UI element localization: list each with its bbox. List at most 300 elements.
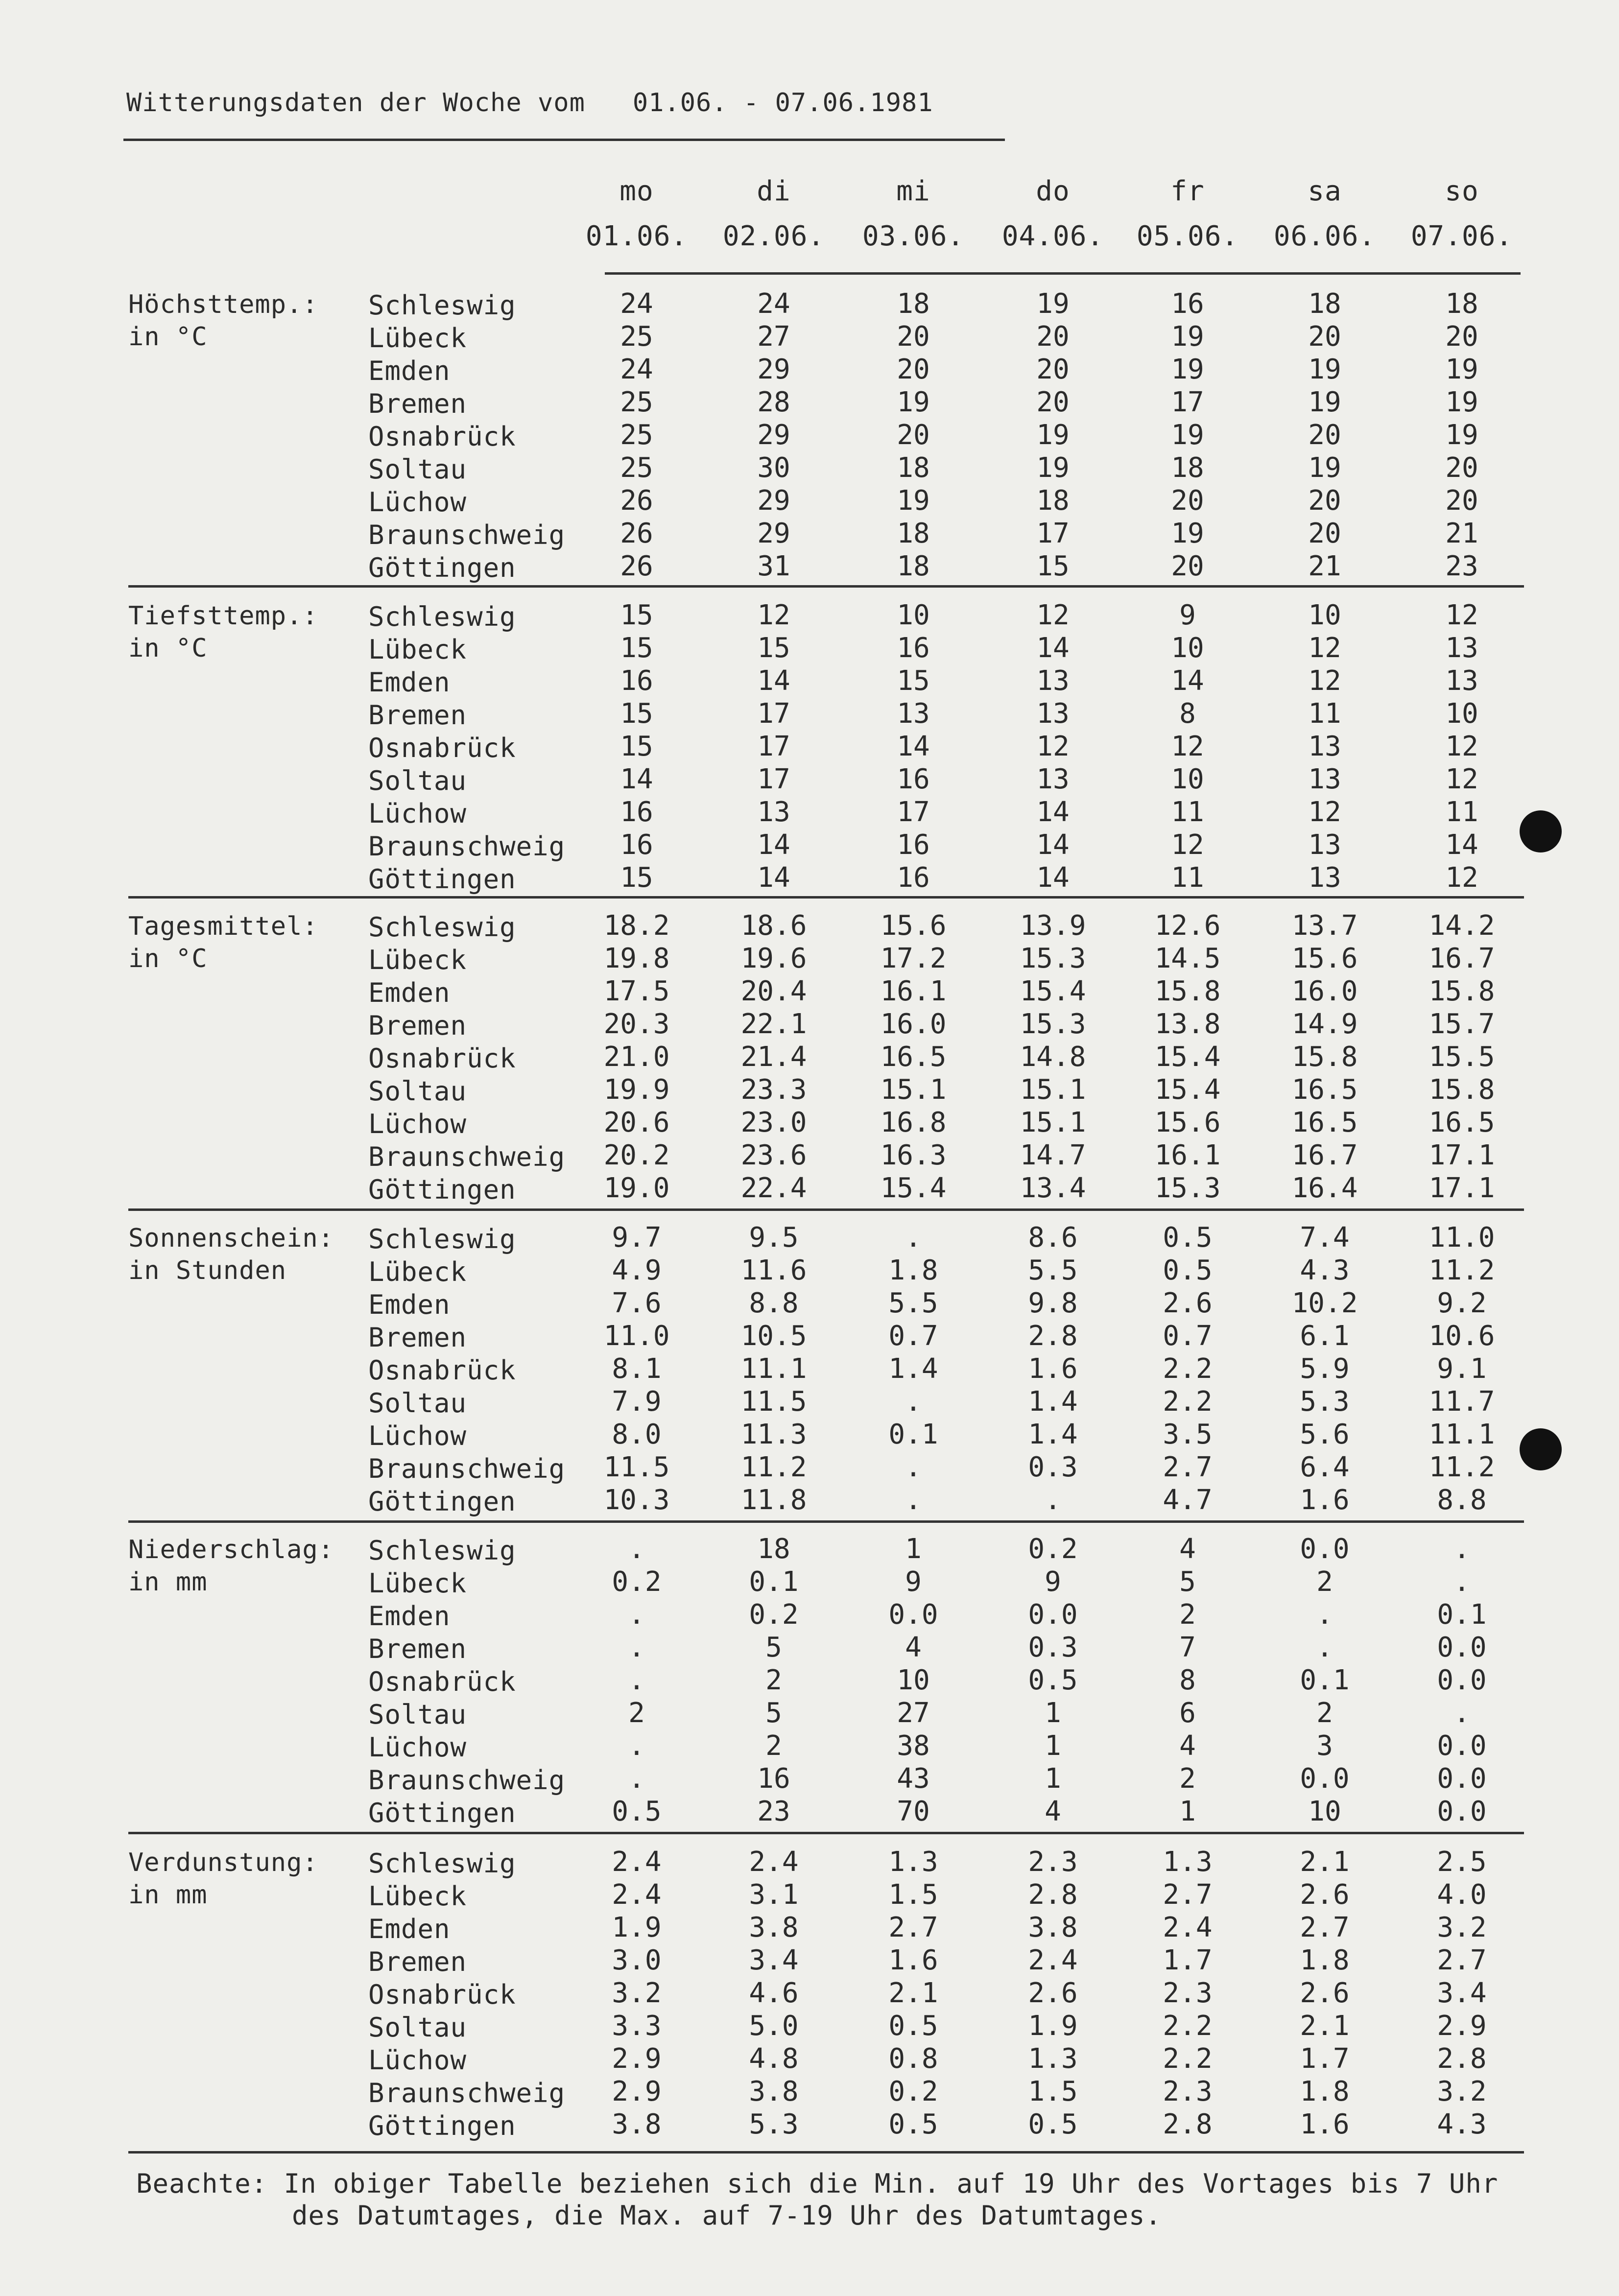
table-cell: 0.0 [1437, 1763, 1487, 1795]
table-cell: 11.1 [740, 1353, 807, 1385]
table-cell: 13.8 [1154, 1008, 1221, 1040]
table-cell: 0.0 [1028, 1599, 1078, 1631]
table-cell: 15.4 [880, 1172, 947, 1204]
table-cell: 3.2 [612, 1977, 662, 2009]
day-date-fr: 05.06. [1136, 220, 1239, 252]
table-cell: 3.4 [749, 1944, 799, 1976]
table-cell: 15.6 [1154, 1107, 1221, 1138]
table-cell: 23.3 [740, 1074, 807, 1106]
table-cell: 15.3 [1020, 1008, 1086, 1040]
table-cell: 2.3 [1163, 1977, 1213, 2009]
table-cell: 19 [1171, 321, 1204, 353]
day-date-mo: 01.06. [585, 220, 688, 252]
day-date-sa: 06.06. [1273, 220, 1376, 252]
table-cell: 29 [757, 354, 790, 385]
table-cell: 0.7 [1163, 1320, 1213, 1352]
table-cell: 15.5 [1429, 1041, 1495, 1073]
table-cell: 1.4 [1028, 1419, 1078, 1450]
table-cell: 5.3 [749, 2108, 799, 2140]
station-name: Schleswig [368, 1224, 516, 1255]
table-cell: 17.1 [1429, 1139, 1495, 1171]
table-cell: 16.0 [880, 1008, 947, 1040]
table-cell: 20 [1308, 321, 1341, 353]
table-cell: 27 [757, 321, 790, 353]
table-cell: 38 [897, 1730, 930, 1762]
table-cell: 3.8 [612, 2108, 662, 2140]
table-cell: 0.8 [888, 2043, 938, 2075]
table-cell: 4.8 [749, 2043, 799, 2075]
table-cell: 20 [897, 419, 930, 451]
table-cell: 6.1 [1300, 1320, 1350, 1352]
table-cell: 12 [757, 599, 790, 631]
table-cell: 16.4 [1291, 1172, 1358, 1204]
table-cell: 26 [620, 485, 653, 517]
table-cell: 5.5 [888, 1287, 938, 1319]
table-cell: 15.8 [1429, 1074, 1495, 1106]
station-name: Lüchow [368, 487, 467, 518]
station-name: Braunschweig [368, 520, 566, 550]
day-name-so: so [1445, 175, 1479, 207]
table-cell: 10 [1308, 599, 1341, 631]
table-cell: 1.6 [1028, 1353, 1078, 1385]
table-cell: 15 [757, 632, 790, 664]
table-cell: 11.1 [1429, 1419, 1495, 1450]
table-cell: 2.1 [888, 1977, 938, 2009]
table-cell: 5.6 [1300, 1419, 1350, 1450]
station-name: Osnabrück [368, 421, 516, 452]
table-cell: 9 [905, 1566, 922, 1598]
table-cell: 13 [1036, 665, 1070, 697]
table-cell: 20 [1445, 485, 1478, 517]
station-name: Schleswig [368, 290, 516, 321]
table-cell: 15 [897, 665, 930, 697]
table-cell: 9 [1045, 1566, 1061, 1598]
table-cell: 13 [1308, 731, 1341, 762]
table-cell: 12 [1445, 731, 1478, 762]
table-cell: 5.9 [1300, 1353, 1350, 1385]
table-cell: 16 [1171, 288, 1204, 320]
station-name: Schleswig [368, 601, 516, 632]
station-name: Lüchow [368, 1109, 467, 1139]
table-cell: 18 [1445, 288, 1478, 320]
table-cell: 12 [1308, 665, 1341, 697]
station-name: Lüchow [368, 1420, 467, 1451]
table-cell: 2.6 [1300, 1879, 1350, 1911]
table-cell: 14.7 [1020, 1139, 1086, 1171]
table-cell: 2 [1179, 1763, 1196, 1795]
category-label: Verdunstung: [128, 1848, 318, 1877]
table-cell: 0.1 [1437, 1599, 1487, 1631]
table-cell: 20 [897, 321, 930, 353]
table-cell: 20 [1308, 485, 1341, 517]
section-divider [128, 2151, 1524, 2154]
table-cell: 3.2 [1437, 1912, 1487, 1943]
table-cell: 4.3 [1300, 1255, 1350, 1286]
table-cell: 0.2 [612, 1566, 662, 1598]
table-cell: 11.2 [1429, 1451, 1495, 1483]
table-cell: 15 [620, 862, 653, 894]
table-cell: 14.9 [1291, 1008, 1358, 1040]
table-cell: 25 [620, 452, 653, 484]
table-cell: 4 [1179, 1730, 1196, 1762]
table-cell: 11.0 [603, 1320, 670, 1352]
table-cell: 2 [1316, 1566, 1333, 1598]
day-date-di: 02.06. [722, 220, 825, 252]
table-cell: 14.8 [1020, 1041, 1086, 1073]
table-cell: 19 [1308, 386, 1341, 418]
footnote-line-2: des Datumtages, die Max. auf 7-19 Uhr des Datumtages. [292, 2200, 1162, 2231]
table-cell: 19 [897, 386, 930, 418]
table-cell: 11.8 [740, 1484, 807, 1516]
table-cell: 20 [1445, 452, 1478, 484]
table-cell: 25 [620, 321, 653, 353]
table-cell: 23 [757, 1796, 790, 1827]
table-cell: 15.8 [1291, 1041, 1358, 1073]
table-cell: . [1453, 1697, 1470, 1729]
table-cell: 15.1 [1020, 1074, 1086, 1106]
table-cell: 13.4 [1020, 1172, 1086, 1204]
table-cell: 13 [1308, 862, 1341, 894]
table-cell: 1.4 [1028, 1386, 1078, 1418]
table-cell: 1.6 [888, 1944, 938, 1976]
table-cell: 16 [620, 796, 653, 828]
category-unit: in Stunden [128, 1256, 287, 1285]
table-cell: 14 [620, 763, 653, 795]
station-name: Lüchow [368, 2045, 467, 2076]
station-name: Bremen [368, 1010, 467, 1041]
table-cell: 2.2 [1163, 2043, 1213, 2075]
table-cell: 11.6 [740, 1255, 807, 1286]
table-cell: 2.7 [888, 1912, 938, 1943]
station-name: Osnabrück [368, 1355, 516, 1386]
table-cell: 16.5 [880, 1041, 947, 1073]
table-cell: 7.6 [612, 1287, 662, 1319]
table-cell: 29 [757, 419, 790, 451]
table-cell: 7.9 [612, 1386, 662, 1418]
table-cell: 13 [1036, 698, 1070, 730]
table-cell: 12 [1445, 599, 1478, 631]
table-cell: 8 [1179, 1664, 1196, 1696]
table-cell: 19 [1445, 386, 1478, 418]
table-cell: 13 [1308, 763, 1341, 795]
table-cell: 0.2 [888, 2076, 938, 2107]
table-cell: 2.9 [1437, 2010, 1487, 2042]
table-cell: 19 [1445, 419, 1478, 451]
table-cell: 16 [620, 665, 653, 697]
table-cell: 0.2 [1028, 1533, 1078, 1565]
table-cell: 15 [620, 731, 653, 762]
station-name: Lübeck [368, 634, 467, 665]
table-cell: 13 [1036, 763, 1070, 795]
category-unit: in mm [128, 1567, 208, 1597]
table-cell: . [1316, 1632, 1333, 1663]
table-cell: 1.6 [1300, 2108, 1350, 2140]
table-cell: 15.6 [1291, 943, 1358, 974]
table-cell: 5.3 [1300, 1386, 1350, 1418]
table-cell: 11.2 [740, 1451, 807, 1483]
station-name: Göttingen [368, 1486, 516, 1517]
table-cell: 2.2 [1163, 1353, 1213, 1385]
table-cell: 13 [1308, 829, 1341, 861]
table-cell: 13.7 [1291, 910, 1358, 942]
table-cell: 18.6 [740, 910, 807, 942]
table-cell: 17 [897, 796, 930, 828]
category-label: Höchsttemp.: [128, 290, 318, 319]
table-cell: 12.6 [1154, 910, 1221, 942]
station-name: Osnabrück [368, 733, 516, 763]
table-cell: 2.2 [1163, 2010, 1213, 2042]
table-cell: 0.7 [888, 1320, 938, 1352]
table-cell: 20.2 [603, 1139, 670, 1171]
table-cell: 16 [897, 829, 930, 861]
table-cell: 23.0 [740, 1107, 807, 1138]
table-cell: 13 [1445, 632, 1478, 664]
table-cell: 21 [1308, 550, 1341, 582]
table-cell: 12 [1036, 731, 1070, 762]
table-cell: 10 [1171, 632, 1204, 664]
table-cell: 1.5 [1028, 2076, 1078, 2107]
table-cell: 13 [757, 796, 790, 828]
table-cell: 18 [897, 518, 930, 549]
table-cell: 19.9 [603, 1074, 670, 1106]
station-name: Bremen [368, 388, 467, 419]
day-name-mi: mi [896, 175, 930, 207]
table-cell: 8.6 [1028, 1222, 1078, 1254]
table-cell: 10.6 [1429, 1320, 1495, 1352]
station-name: Schleswig [368, 1535, 516, 1566]
table-cell: 29 [757, 485, 790, 517]
table-cell: . [628, 1763, 645, 1795]
table-cell: 17 [757, 731, 790, 762]
table-cell: 17 [757, 763, 790, 795]
table-cell: 4.3 [1437, 2108, 1487, 2140]
table-cell: 18 [897, 288, 930, 320]
table-cell: 8.8 [749, 1287, 799, 1319]
table-cell: 4.9 [612, 1255, 662, 1286]
table-cell: 2.4 [749, 1846, 799, 1878]
table-cell: 2 [765, 1664, 782, 1696]
table-cell: 2.7 [1163, 1451, 1213, 1483]
table-cell: 12 [1308, 632, 1341, 664]
table-cell: 2.9 [612, 2076, 662, 2107]
station-name: Göttingen [368, 1798, 516, 1828]
table-cell: 19 [1036, 288, 1070, 320]
table-cell: 19 [1036, 452, 1070, 484]
table-cell: 14 [757, 862, 790, 894]
day-date-so: 07.06. [1410, 220, 1513, 252]
table-cell: . [905, 1386, 922, 1418]
table-cell: 15.8 [1154, 975, 1221, 1007]
table-cell: 1.6 [1300, 1484, 1350, 1516]
table-cell: 15.4 [1154, 1074, 1221, 1106]
table-cell: 31 [757, 550, 790, 582]
table-cell: 18 [1308, 288, 1341, 320]
category-unit: in °C [128, 944, 208, 973]
table-cell: 18 [897, 452, 930, 484]
table-cell: 3.4 [1437, 1977, 1487, 2009]
table-cell: 2.7 [1300, 1912, 1350, 1943]
table-cell: 2.3 [1028, 1846, 1078, 1878]
table-cell: 14 [1036, 632, 1070, 664]
category-unit: in mm [128, 1880, 208, 1910]
station-name: Bremen [368, 1322, 467, 1353]
table-cell: 16 [897, 632, 930, 664]
table-cell: 16.0 [1291, 975, 1358, 1007]
station-name: Lübeck [368, 1256, 467, 1287]
table-cell: 19 [1036, 419, 1070, 451]
table-cell: 20 [1171, 550, 1204, 582]
table-cell: 19 [1171, 419, 1204, 451]
table-cell: 5 [765, 1632, 782, 1663]
table-cell: 14 [897, 731, 930, 762]
table-cell: 18 [897, 550, 930, 582]
table-cell: 70 [897, 1796, 930, 1827]
table-cell: 11 [1171, 862, 1204, 894]
table-cell: 1.3 [888, 1846, 938, 1878]
table-cell: 19 [1308, 354, 1341, 385]
table-cell: 15 [1036, 550, 1070, 582]
table-cell: 0.0 [1300, 1533, 1350, 1565]
station-name: Schleswig [368, 912, 516, 943]
table-cell: 18.2 [603, 910, 670, 942]
table-cell: 16.1 [880, 975, 947, 1007]
table-cell: 2.8 [1028, 1879, 1078, 1911]
table-cell: 14.2 [1429, 910, 1495, 942]
table-cell: 6.4 [1300, 1451, 1350, 1483]
table-cell: 11.7 [1429, 1386, 1495, 1418]
table-cell: 25 [620, 419, 653, 451]
table-cell: 11.0 [1429, 1222, 1495, 1254]
station-name: Emden [368, 355, 451, 386]
table-cell: 11 [1445, 796, 1478, 828]
table-cell: 9.2 [1437, 1287, 1487, 1319]
table-cell: 2.1 [1300, 2010, 1350, 2042]
table-cell: 2.7 [1163, 1879, 1213, 1911]
document-title: Witterungsdaten der Woche vom 01.06. - 07.06.1981 [126, 88, 933, 118]
table-cell: 0.5 [888, 2010, 938, 2042]
table-cell: 16.7 [1429, 943, 1495, 974]
table-cell: 1 [1045, 1730, 1061, 1762]
station-name: Göttingen [368, 552, 516, 583]
day-date-do: 04.06. [1001, 220, 1104, 252]
category-label: Tiefsttemp.: [128, 601, 318, 631]
table-cell: 20 [1308, 419, 1341, 451]
table-cell: 20 [1036, 354, 1070, 385]
category-label: Sonnenschein: [128, 1224, 334, 1253]
table-cell: 4.7 [1163, 1484, 1213, 1516]
punch-hole-2 [1520, 1428, 1562, 1470]
table-cell: 27 [897, 1697, 930, 1729]
table-cell: 1 [905, 1533, 922, 1565]
table-cell: 15.1 [1020, 1107, 1086, 1138]
table-cell: 22.1 [740, 1008, 807, 1040]
table-cell: 9.5 [749, 1222, 799, 1254]
station-name: Osnabrück [368, 1979, 516, 2010]
table-cell: 20.3 [603, 1008, 670, 1040]
table-cell: 20 [1036, 386, 1070, 418]
table-cell: 0.3 [1028, 1632, 1078, 1663]
table-cell: 2.2 [1163, 1386, 1213, 1418]
section-divider [128, 1208, 1524, 1211]
table-cell: 14 [1036, 829, 1070, 861]
table-cell: 10 [1308, 1796, 1341, 1827]
table-cell: 15.1 [880, 1074, 947, 1106]
table-cell: 2.4 [1028, 1944, 1078, 1976]
table-cell: 20.6 [603, 1107, 670, 1138]
station-name: Braunschweig [368, 2078, 566, 2108]
table-cell: 19 [1445, 354, 1478, 385]
table-cell: 14 [757, 829, 790, 861]
table-cell: 9.8 [1028, 1287, 1078, 1319]
station-name: Braunschweig [368, 1141, 566, 1172]
table-cell: 0.0 [1437, 1730, 1487, 1762]
table-cell: 0.5 [1163, 1255, 1213, 1286]
table-cell: 20 [897, 354, 930, 385]
table-cell: 3 [1316, 1730, 1333, 1762]
table-cell: 12 [1308, 796, 1341, 828]
table-cell: 2 [1316, 1697, 1333, 1729]
table-cell: 18 [1171, 452, 1204, 484]
table-cell: 8.0 [612, 1419, 662, 1450]
table-cell: 1.9 [612, 1912, 662, 1943]
table-cell: 3.8 [749, 2076, 799, 2107]
table-cell: 7 [1179, 1632, 1196, 1663]
table-cell: 1.7 [1163, 1944, 1213, 1976]
table-cell: 3.1 [749, 1879, 799, 1911]
table-cell: . [628, 1533, 645, 1565]
punch-hole-1 [1520, 810, 1562, 852]
table-cell: 14 [1036, 796, 1070, 828]
table-cell: 13.9 [1020, 910, 1086, 942]
section-divider [128, 1520, 1524, 1523]
table-cell: . [905, 1451, 922, 1483]
table-cell: 2.4 [612, 1846, 662, 1878]
table-cell: 17 [757, 698, 790, 730]
table-cell: 8.8 [1437, 1484, 1487, 1516]
table-cell: 11.3 [740, 1419, 807, 1450]
table-cell: . [1316, 1599, 1333, 1631]
table-cell: 1.3 [1163, 1846, 1213, 1878]
table-cell: 12 [1036, 599, 1070, 631]
table-cell: 8 [1179, 698, 1196, 730]
table-cell: 11.5 [740, 1386, 807, 1418]
table-cell: 0.5 [612, 1796, 662, 1827]
table-cell: 17.5 [603, 975, 670, 1007]
station-name: Bremen [368, 1633, 467, 1664]
station-name: Soltau [368, 765, 467, 796]
table-cell: 2.3 [1163, 2076, 1213, 2107]
table-cell: 1 [1179, 1796, 1196, 1827]
table-cell: . [628, 1632, 645, 1663]
table-cell: 2 [765, 1730, 782, 1762]
table-cell: 5 [1179, 1566, 1196, 1598]
station-name: Göttingen [368, 1174, 516, 1205]
table-cell: 2.1 [1300, 1846, 1350, 1878]
table-cell: 14 [1171, 665, 1204, 697]
section-divider [128, 1832, 1524, 1834]
table-cell: 3.0 [612, 1944, 662, 1976]
table-cell: 1.8 [1300, 1944, 1350, 1976]
station-name: Schleswig [368, 1848, 516, 1879]
table-cell: 16.1 [1154, 1139, 1221, 1171]
section-divider [128, 585, 1524, 588]
table-cell: 12 [1445, 763, 1478, 795]
table-cell: 0.1 [1300, 1664, 1350, 1696]
header-rule [605, 272, 1521, 275]
table-cell: 0.0 [1437, 1796, 1487, 1827]
table-cell: 2 [1179, 1599, 1196, 1631]
table-cell: 17.2 [880, 943, 947, 974]
